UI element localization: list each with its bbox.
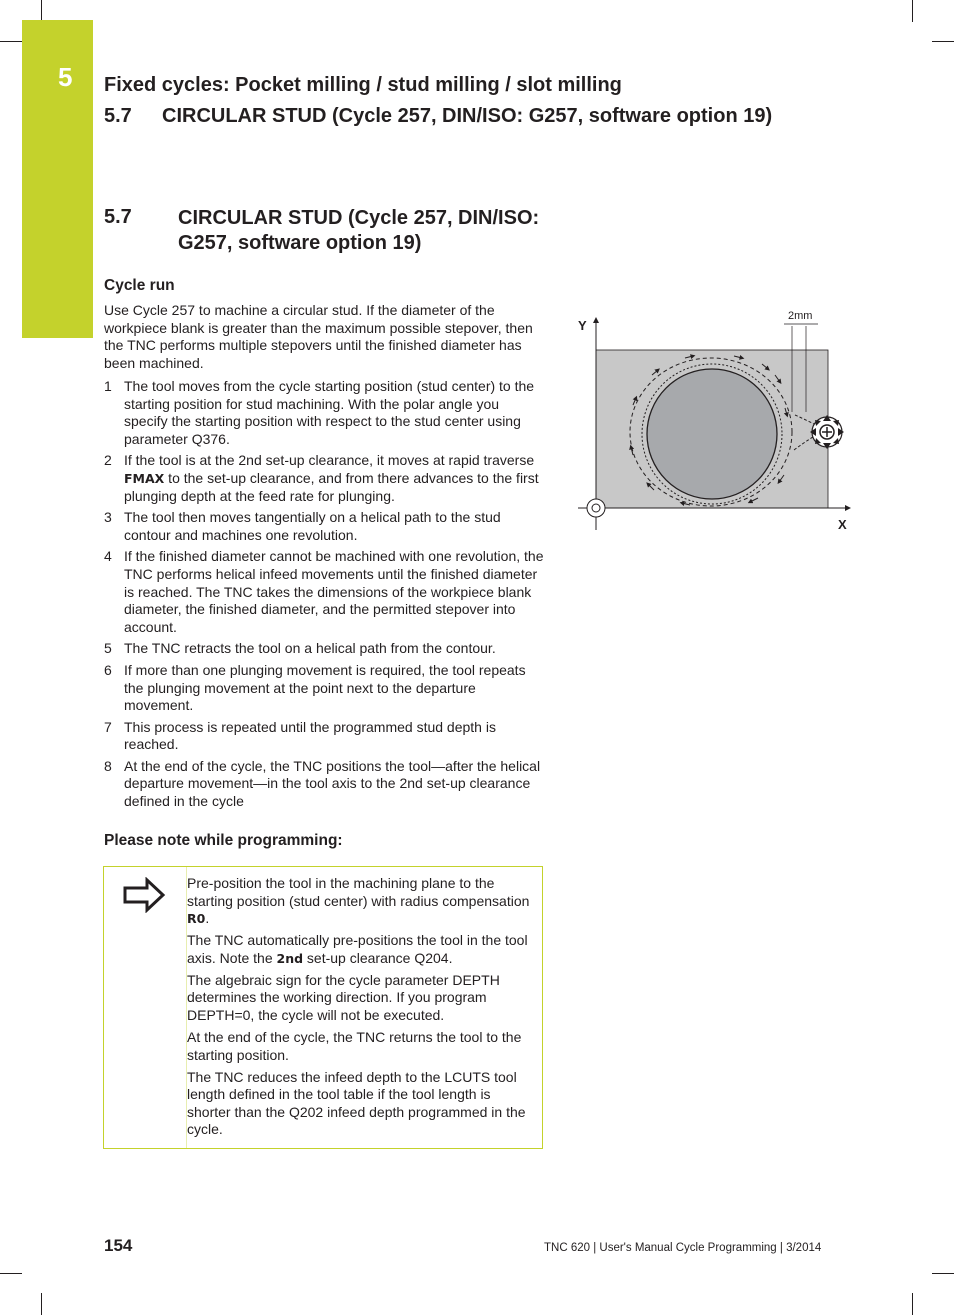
milling-tool-icon xyxy=(810,415,844,449)
step-text: This process is repeated until the programmed stud depth is reached. xyxy=(124,718,496,753)
crop-mark xyxy=(0,41,22,42)
step-text: At the end of the cycle, the TNC positions the tool—after the helical departure movement—in the tool axis to the 2nd set-up clearance defined in the cycle xyxy=(124,757,541,810)
note-text-run: The TNC automatically pre-positions the tool in the tool axis. Note the xyxy=(187,932,528,966)
chapter-number: 5 xyxy=(58,62,73,92)
code-keyword: FMAX xyxy=(124,470,165,486)
cycle-run-heading: Cycle run xyxy=(104,277,175,294)
cycle-run-intro: Use Cycle 257 to machine a circular stud. If the diameter of the workpiece blank is greater than the maximum possible stepover, then the TNC performs multiple stepovers until the finished diameter has been machined. xyxy=(104,302,533,371)
step-number: 4 xyxy=(104,548,112,565)
running-header-chapter: Fixed cycles: Pocket milling / stud milling / slot milling xyxy=(104,74,622,96)
note-box xyxy=(103,866,543,1149)
list-item xyxy=(104,640,544,658)
running-header-section-title: CIRCULAR STUD (Cycle 257, DIN/ISO: G257, software option 19) xyxy=(162,105,773,127)
origin-icon xyxy=(587,499,605,517)
note-text-run: set-up clearance Q204. xyxy=(303,949,453,966)
cycle-steps-list xyxy=(104,378,544,815)
crop-mark xyxy=(932,1273,954,1274)
list-item xyxy=(104,719,544,754)
list-item xyxy=(104,378,544,448)
crop-mark xyxy=(0,1273,22,1274)
list-item xyxy=(104,758,544,811)
list-item xyxy=(104,548,544,636)
crop-mark xyxy=(41,0,42,22)
note-paragraph xyxy=(187,875,535,928)
step-number: 1 xyxy=(104,378,112,394)
step-number: 6 xyxy=(104,661,112,678)
step-number: 7 xyxy=(104,718,112,735)
footer-text: TNC 620 | User's Manual Cycle Programming | 3/2014 xyxy=(544,1242,822,1254)
crop-mark xyxy=(932,41,954,42)
section-number: 5.7 xyxy=(104,206,132,228)
x-axis-label: X xyxy=(838,517,847,532)
step-text: The tool moves from the cycle starting position (stud center) to the starting position for stud machining. With the polar angle you specify the starting position with respect to the stud center using parameter Q376. xyxy=(124,378,535,447)
code-keyword: R0 xyxy=(187,911,206,927)
crop-mark xyxy=(41,1293,42,1315)
section-title: CIRCULAR STUD (Cycle 257, DIN/ISO: G257, software option 19) xyxy=(178,207,540,254)
y-axis-label: Y xyxy=(578,318,587,333)
step-text: The TNC retracts the tool on a helical path from the contour. xyxy=(124,640,496,657)
note-paragraph xyxy=(187,932,535,967)
step-text: If more than one plunging movement is required, the tool repeats the plunging movement at the point next to the departure movement. xyxy=(124,661,526,714)
step-number: 5 xyxy=(104,640,112,657)
step-text: to the set-up clearance, and from there advances to the first plunging depth at the feed rate for plunging. xyxy=(124,469,539,504)
step-text: The tool then moves tangentially on a helical path to the stud contour and machines one revolution. xyxy=(124,509,501,543)
list-item xyxy=(104,452,544,505)
code-keyword: 2nd xyxy=(276,950,304,966)
step-text: If the finished diameter cannot be machined with one revolution, the TNC performs helical infeed movements until the finished diameter is reached. The TNC takes the dimensions of the workpiece blank diameter, the finished diameter, and the permitted stepover into account. xyxy=(124,548,544,635)
page-number: 154 xyxy=(104,1236,133,1255)
step-number: 2 xyxy=(104,452,112,469)
notes-heading: Please note while programming: xyxy=(104,832,343,849)
note-paragraph: The algebraic sign for the cycle parameter DEPTH determines the working direction. If you program DEPTH=0, the cycle will not be executed. xyxy=(187,971,500,1023)
dimension-label: 2mm xyxy=(788,310,813,322)
crop-mark xyxy=(912,0,913,22)
step-number: 3 xyxy=(104,509,112,526)
running-header-section xyxy=(104,105,772,128)
note-text xyxy=(187,875,535,1143)
list-item xyxy=(104,509,544,544)
note-text-run: Pre-position the tool in the machining plane to the starting position (stud center) with radius compensation xyxy=(187,875,530,909)
note-paragraph: The TNC reduces the infeed depth to the LCUTS tool length defined in the tool table if the tool length is shorter than the Q202 infeed depth programmed in the cycle. xyxy=(187,1068,526,1138)
step-text: If the tool is at the 2nd set-up clearance, it moves at rapid traverse xyxy=(124,452,535,469)
stud xyxy=(647,369,777,499)
crop-mark xyxy=(912,1293,913,1315)
circular-stud-figure xyxy=(570,300,860,540)
note-paragraph: At the end of the cycle, the TNC returns the tool to the starting position. xyxy=(187,1028,522,1063)
note-text-run: . xyxy=(205,910,210,927)
right-arrow-icon xyxy=(122,877,166,913)
running-header-section-number: 5.7 xyxy=(104,105,132,127)
list-item xyxy=(104,662,544,715)
step-number: 8 xyxy=(104,757,112,774)
